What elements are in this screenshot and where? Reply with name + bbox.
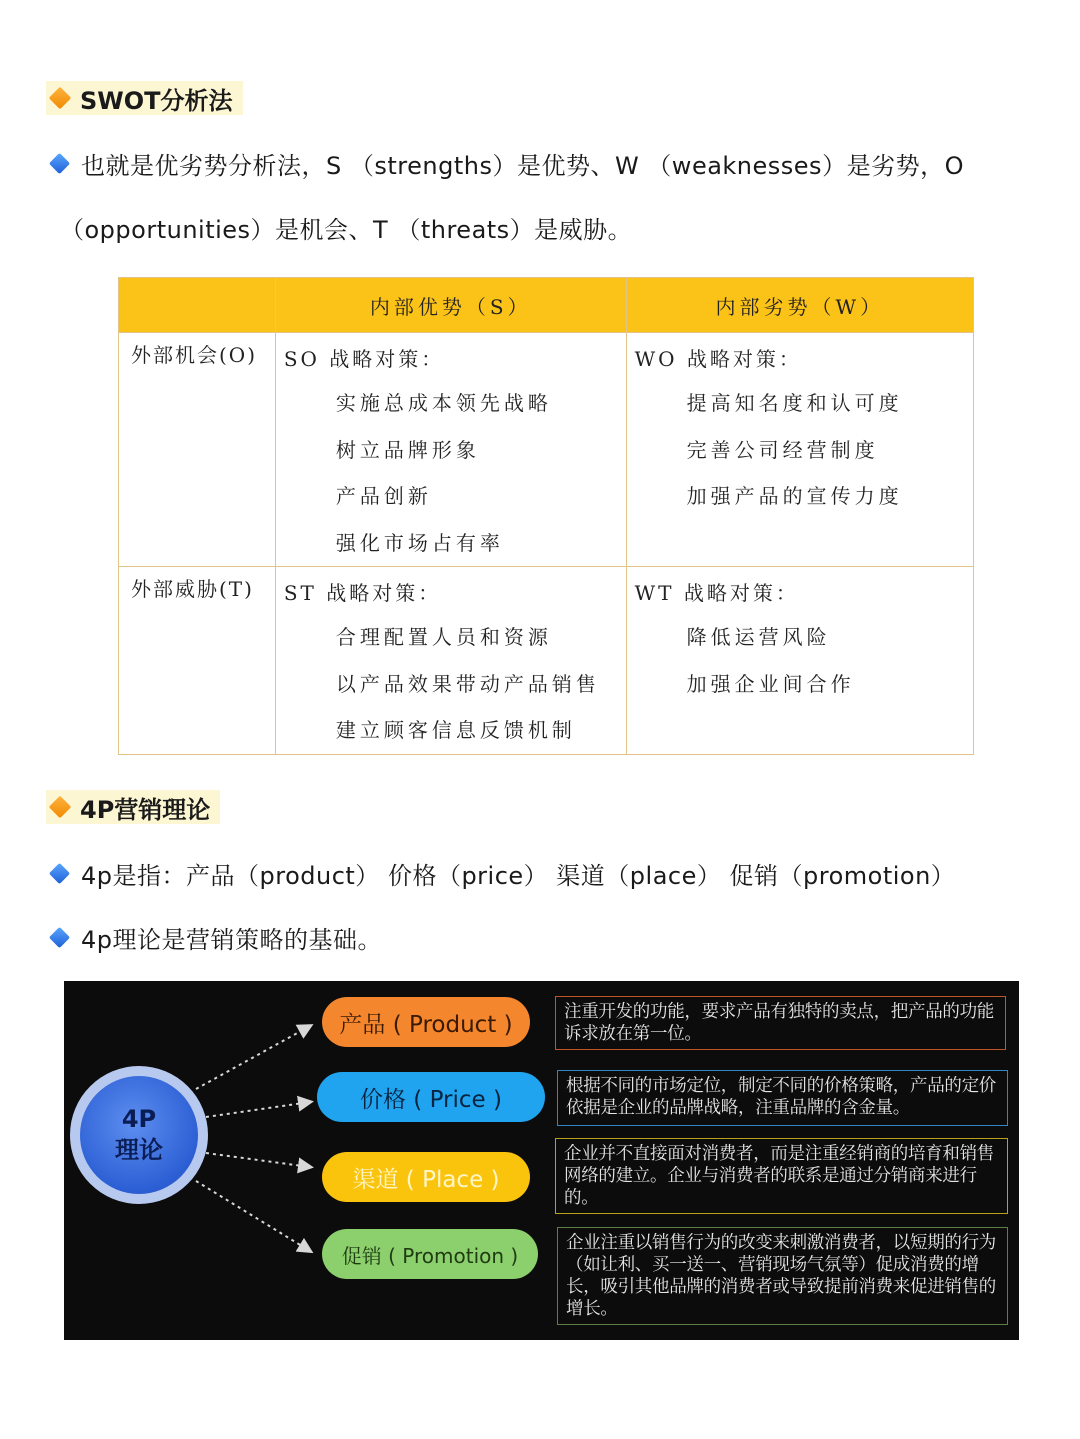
- st-strategy-title: ST 战略对策：: [283, 581, 442, 605]
- paragraph-text: 4p理论是营销策略的基础。: [81, 926, 383, 954]
- blue-diamond-icon: [49, 863, 70, 884]
- promotion-pill: 促销 ( Promotion ): [322, 1229, 538, 1279]
- row-header-opportunities: 外部机会(O): [119, 333, 276, 567]
- list-item: 产品创新: [335, 484, 432, 508]
- wt-strategy-title: WT 战略对策：: [634, 581, 799, 605]
- blue-diamond-icon: [49, 927, 70, 948]
- arrow-to-promotion: [196, 1181, 310, 1251]
- promotion-description: 企业注重以销售行为的改变来刺激消费者，以短期的行为（如让利、买一送一、营销现场气氛等）促成消费的增长，吸引其他品牌的消费者或导致提前消费来促进销售的增长。: [557, 1227, 1008, 1325]
- section-title: 4P营销理论: [80, 795, 211, 824]
- so-strategy-cell: [275, 333, 626, 567]
- list-item: 合理配置人员和资源: [335, 625, 552, 649]
- price-description: 根据不同的市场定位，制定不同的价格策略，产品的定价依据是企业的品牌战略，注重品牌的含金量。: [557, 1070, 1008, 1126]
- list-item: 以产品效果带动产品销售: [335, 671, 600, 696]
- list-item: 建立顾客信息反馈机制: [335, 718, 576, 742]
- list-item: 加强产品的宣传力度: [686, 484, 903, 508]
- orange-diamond-icon: [49, 87, 72, 110]
- st-strategy-cell: [275, 567, 626, 755]
- section-title: SWOT分析法: [80, 86, 233, 115]
- arrow-to-product: [196, 1026, 310, 1089]
- list-item: 提高知名度和认可度: [686, 391, 903, 415]
- 4p-diagram: [64, 981, 1019, 1340]
- list-item: 实施总成本领先战略: [335, 391, 552, 415]
- price-pill: 价格 ( Price ): [317, 1072, 545, 1122]
- blue-diamond-icon: [49, 153, 70, 174]
- wo-strategy-cell: [626, 333, 973, 567]
- center-label-bottom: 理论: [115, 1136, 163, 1164]
- paragraph-4p-definition: [52, 856, 955, 891]
- row-header-threats: 外部威胁(T): [119, 567, 276, 755]
- orange-diamond-icon: [49, 796, 72, 819]
- section-heading-swot: [46, 81, 243, 115]
- list-item: 加强企业间合作: [686, 671, 855, 696]
- so-strategy-title: SO 战略对策：: [283, 347, 445, 371]
- list-item: 强化市场占有率: [335, 530, 504, 555]
- paragraph-swot-intro: [52, 146, 964, 181]
- column-header-weaknesses: 内部劣势（W）: [626, 278, 973, 333]
- swot-table: [118, 277, 974, 755]
- product-description: 注重开发的功能，要求产品有独特的卖点，把产品的功能诉求放在第一位。: [555, 996, 1006, 1050]
- list-item: 树立品牌形象: [335, 437, 480, 462]
- arrow-to-place: [206, 1153, 310, 1167]
- arrow-to-price: [206, 1102, 310, 1117]
- paragraph-continuation: （opportunities）是机会、T （threats）是威胁。: [60, 216, 633, 244]
- wo-strategy-title: WO 战略对策：: [634, 347, 802, 371]
- center-label-top: 4P: [121, 1105, 157, 1133]
- product-pill: 产品 ( Product ): [322, 997, 530, 1047]
- list-item: 降低运营风险: [686, 625, 831, 649]
- list-item: 完善公司经营制度: [686, 437, 879, 462]
- place-pill: 渠道 ( Place ): [322, 1152, 530, 1202]
- paragraph-4p-basis: [52, 920, 382, 955]
- column-header-strengths: 内部优势（S）: [275, 278, 626, 333]
- paragraph-text: 也就是优劣势分析法，S （strengths）是优势、W （weaknesses）是劣势，O: [81, 152, 964, 180]
- center-circle: [80, 1076, 198, 1194]
- wt-strategy-cell: [626, 567, 973, 755]
- place-description: 企业并不直接面对消费者，而是注重经销商的培育和销售网络的建立。企业与消费者的联系是通过分销商来进行的。: [555, 1138, 1008, 1214]
- paragraph-text: 4p是指：产品（product） 价格（price） 渠道（place） 促销（promotion）: [81, 862, 956, 890]
- table-corner: [119, 278, 276, 333]
- section-heading-4p: [46, 790, 220, 824]
